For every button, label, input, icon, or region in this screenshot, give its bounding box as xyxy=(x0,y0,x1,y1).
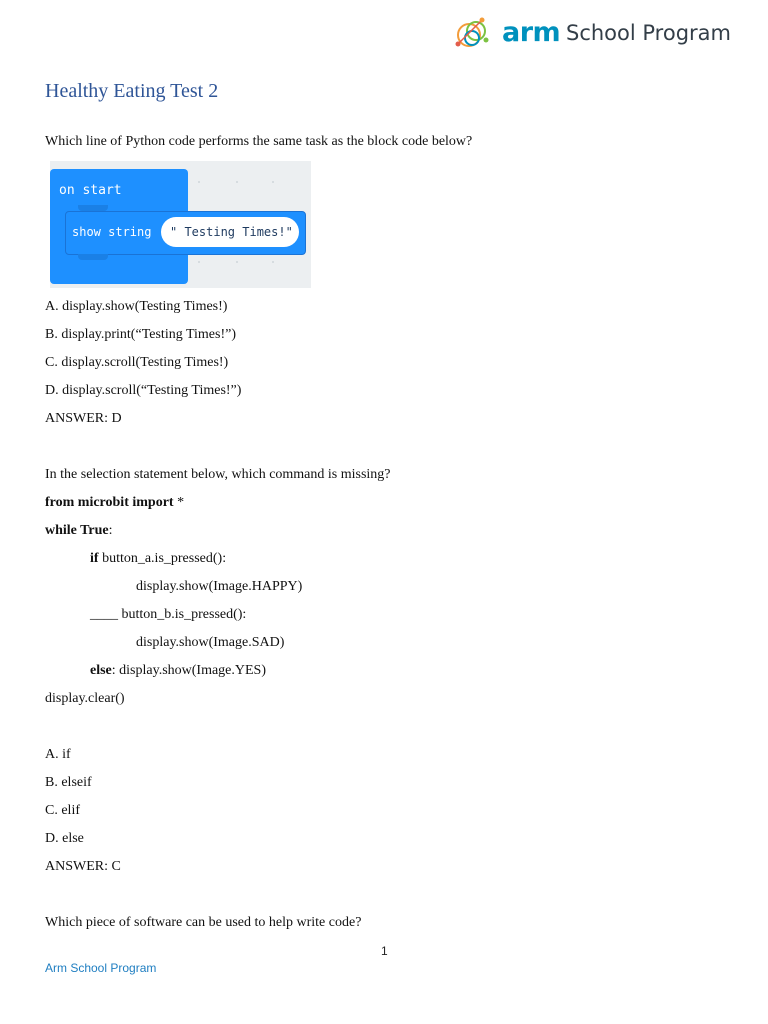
q1-option-c: C. display.scroll(Testing Times!) xyxy=(45,355,229,370)
code-keyword: while True xyxy=(45,523,109,538)
arm-logo-icon xyxy=(452,14,500,54)
question-3-text: Which piece of software can be used to help write code? xyxy=(45,915,362,930)
code-text: : xyxy=(108,523,113,538)
code-keyword: from microbit import xyxy=(45,495,174,510)
code-line-3 xyxy=(90,551,226,567)
q1-option-a: A. display.show(Testing Times!) xyxy=(45,299,228,314)
code-keyword: if xyxy=(90,551,99,566)
page-title: Healthy Eating Test 2 xyxy=(45,80,219,102)
q2-option-d: D. else xyxy=(45,831,84,846)
show-string-label: show string xyxy=(72,225,152,239)
code-line-4: display.show(Image.HAPPY) xyxy=(136,579,303,594)
q2-answer: ANSWER: C xyxy=(45,859,121,874)
question-1-text: Which line of Python code performs the same task as the block code below? xyxy=(45,134,473,149)
q1-option-b: B. display.print(“Testing Times!”) xyxy=(45,327,236,342)
on-start-label: on start xyxy=(59,183,122,198)
code-line-1 xyxy=(45,495,184,511)
code-line-5: ____ button_b.is_pressed(): xyxy=(90,607,247,622)
footer-text: Arm School Program xyxy=(45,961,157,975)
block-code-image xyxy=(50,161,311,288)
code-text: : display.show(Image.YES) xyxy=(111,663,266,678)
code-line-8: display.clear() xyxy=(45,691,125,706)
q1-option-d: D. display.scroll(“Testing Times!”) xyxy=(45,383,242,398)
q2-option-a: A. if xyxy=(45,747,71,762)
q2-option-c: C. elif xyxy=(45,803,80,818)
brand-text: arm xyxy=(502,17,561,48)
question-2-text: In the selection statement below, which command is missing? xyxy=(45,467,391,482)
arm-school-program-logo xyxy=(452,14,732,54)
page-number: 1 xyxy=(381,944,388,958)
code-keyword: else xyxy=(90,663,112,678)
string-value-text: " Testing Times!" xyxy=(170,225,293,239)
code-line-6: display.show(Image.SAD) xyxy=(136,635,285,650)
code-line-7 xyxy=(90,663,266,679)
q2-option-b: B. elseif xyxy=(45,775,92,790)
code-line-2 xyxy=(45,523,113,539)
program-text: School Program xyxy=(566,21,731,45)
code-text: * xyxy=(173,495,185,510)
code-text: button_a.is_pressed(): xyxy=(98,551,227,566)
q1-answer: ANSWER: D xyxy=(45,411,122,426)
